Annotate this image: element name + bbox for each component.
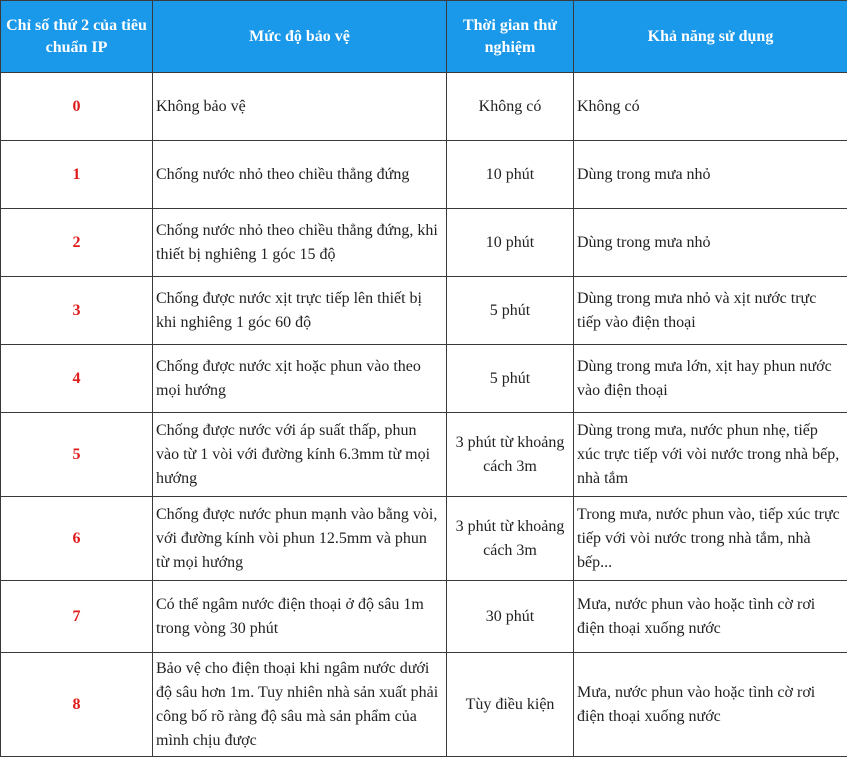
row-index: 8 bbox=[1, 653, 153, 757]
row-test-time: 5 phút bbox=[447, 277, 574, 345]
header-protection: Mức độ bảo vệ bbox=[153, 1, 447, 73]
row-protection: Chống nước nhỏ theo chiều thẳng đứng, khi thiết bị nghiêng 1 góc 15 độ bbox=[153, 209, 447, 277]
row-test-time: Không có bbox=[447, 73, 574, 141]
row-protection: Chống nước nhỏ theo chiều thẳng đứng bbox=[153, 141, 447, 209]
row-protection: Chống được nước với áp suất thấp, phun vào từ 1 vòi với đường kính 6.3mm từ mọi hướng bbox=[153, 413, 447, 497]
row-test-time: 10 phút bbox=[447, 141, 574, 209]
table-row bbox=[1, 413, 847, 497]
row-usage: Dùng trong mưa lớn, xịt hay phun nước vào điện thoại bbox=[574, 345, 847, 413]
row-usage: Trong mưa, nước phun vào, tiếp xúc trực tiếp với vòi nước trong nhà tắm, nhà bếp... bbox=[574, 497, 847, 581]
row-protection: Chống được nước xịt trực tiếp lên thiết bị khi nghiêng 1 góc 60 độ bbox=[153, 277, 447, 345]
row-index: 7 bbox=[1, 581, 153, 653]
row-test-time: 5 phút bbox=[447, 345, 574, 413]
table-row bbox=[1, 141, 847, 209]
table-row bbox=[1, 73, 847, 141]
row-test-time: Tùy điều kiện bbox=[447, 653, 574, 757]
table-row bbox=[1, 345, 847, 413]
row-index: 0 bbox=[1, 73, 153, 141]
table-row bbox=[1, 497, 847, 581]
row-protection: Chống được nước xịt hoặc phun vào theo mọi hướng bbox=[153, 345, 447, 413]
row-usage: Mưa, nước phun vào hoặc tình cờ rơi điện thoại xuống nước bbox=[574, 581, 847, 653]
row-index: 4 bbox=[1, 345, 153, 413]
row-usage: Dùng trong mưa nhỏ bbox=[574, 141, 847, 209]
row-index: 1 bbox=[1, 141, 153, 209]
row-usage: Dùng trong mưa nhỏ và xịt nước trực tiếp vào điện thoại bbox=[574, 277, 847, 345]
header-test-time: Thời gian thử nghiệm bbox=[447, 1, 574, 73]
row-index: 5 bbox=[1, 413, 153, 497]
header-index: Chỉ số thứ 2 của tiêu chuẩn IP bbox=[1, 1, 153, 73]
row-test-time: 30 phút bbox=[447, 581, 574, 653]
row-protection: Không bảo vệ bbox=[153, 73, 447, 141]
row-usage: Mưa, nước phun vào hoặc tình cờ rơi điện thoại xuống nước bbox=[574, 653, 847, 757]
table-row bbox=[1, 581, 847, 653]
table-row bbox=[1, 277, 847, 345]
row-protection: Bảo vệ cho điện thoại khi ngâm nước dưới độ sâu hơn 1m. Tuy nhiên nhà sản xuất phải công bố rõ ràng độ sâu mà sản phẩm của mình chịu được bbox=[153, 653, 447, 757]
header-row bbox=[1, 1, 847, 73]
table-row bbox=[1, 209, 847, 277]
row-test-time: 3 phút từ khoảng cách 3m bbox=[447, 413, 574, 497]
row-test-time: 10 phút bbox=[447, 209, 574, 277]
row-usage: Không có bbox=[574, 73, 847, 141]
row-protection: Chống được nước phun mạnh vào bằng vòi, với đường kính vòi phun 12.5mm và phun từ mọi hướng bbox=[153, 497, 447, 581]
row-protection: Có thể ngâm nước điện thoại ở độ sâu 1m trong vòng 30 phút bbox=[153, 581, 447, 653]
table-row bbox=[1, 653, 847, 757]
row-index: 3 bbox=[1, 277, 153, 345]
header-usage: Khả năng sử dụng bbox=[574, 1, 847, 73]
row-test-time: 3 phút từ khoảng cách 3m bbox=[447, 497, 574, 581]
row-index: 6 bbox=[1, 497, 153, 581]
row-usage: Dùng trong mưa, nước phun nhẹ, tiếp xúc trực tiếp với vòi nước trong nhà bếp, nhà tắm bbox=[574, 413, 847, 497]
row-usage: Dùng trong mưa nhỏ bbox=[574, 209, 847, 277]
row-index: 2 bbox=[1, 209, 153, 277]
